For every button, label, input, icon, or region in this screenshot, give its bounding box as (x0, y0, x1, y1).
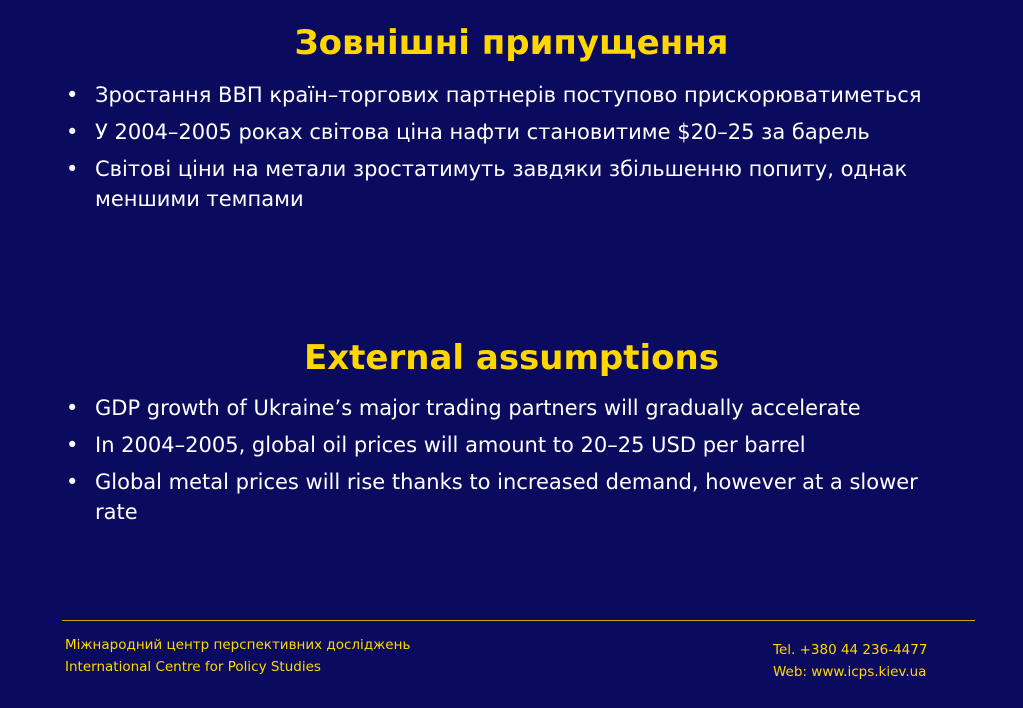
bullet-list-english (66, 393, 956, 534)
bullet-item (66, 430, 956, 460)
bullet-text: GDP growth of Ukraine’s major trading partners will gradually accelerate (95, 396, 861, 420)
bullet-text: Світові ціни на метали зростатимуть завдяки збільшенню попиту, однак меншими темпами (95, 157, 908, 211)
bullet-icon: • (66, 470, 79, 494)
telephone: Tel. +380 44 236-4477 (773, 642, 928, 658)
bullet-item (66, 117, 956, 147)
bullet-text: Зростання ВВП країн–торгових партнерів поступово прискорюватиметься (95, 83, 922, 107)
bullet-item (66, 393, 956, 423)
bullet-list-ukrainian (66, 80, 956, 221)
bullet-item (66, 467, 956, 527)
title-english: External assumptions (304, 338, 719, 378)
bullet-icon: • (66, 83, 79, 107)
bullet-icon: • (66, 120, 79, 144)
bullet-item (66, 80, 956, 110)
organization-name-ukrainian: Міжнародний центр перспективних досліджень (65, 637, 411, 653)
bullet-icon: • (66, 396, 79, 420)
footer-organization (65, 634, 410, 678)
organization-name-english: International Centre for Policy Studies (65, 659, 321, 675)
bullet-icon: • (66, 157, 79, 181)
bullet-text: У 2004–2005 роках світова ціна нафти становитиме $20–25 за барель (95, 120, 870, 144)
bullet-text: Global metal prices will rise thanks to increased demand, however at a slower rate (95, 470, 918, 524)
footer-contacts (773, 639, 927, 683)
footer-divider (62, 620, 975, 621)
bullet-item (66, 154, 956, 214)
title-ukrainian: Зовнішні припущення (294, 23, 729, 63)
website: Web: www.icps.kiev.ua (773, 664, 927, 680)
bullet-text: In 2004–2005, global oil prices will amount to 20–25 USD per barrel (95, 433, 806, 457)
bullet-icon: • (66, 433, 79, 457)
